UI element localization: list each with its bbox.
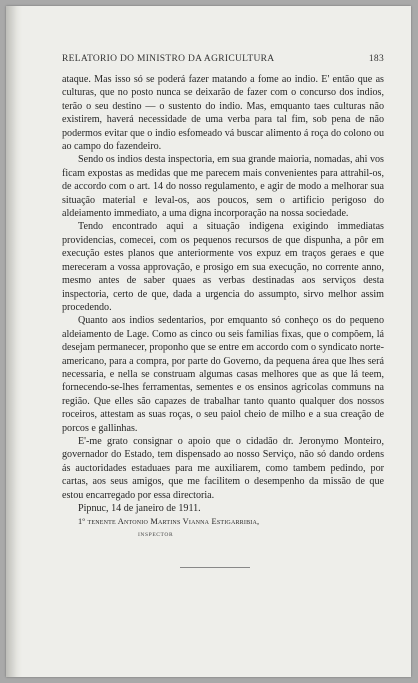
- header-title: RELATORIO DO MINISTRO DA AGRICULTURA: [62, 54, 275, 64]
- paragraph-nomadic-indians: Sendo os indios desta inspectoria, em sua grande maioria, nomadas, ahi vos ficam expostas as medidas que me parecem mais convenientes para attrahil-os, de accordo com o art. 14 do nosso regulamento, e agir de modo a melhorar sua situação material e leval-os, aos poucos, sem o artificio perigoso do aldeiamento immediato, a uma digna incorporação na nossa sociedade.: [62, 154, 384, 220]
- paragraph-sedentary-indians: Quanto aos indios sedentarios, por emquanto só conheço os do pequeno aldeiamento de Lage. Como as cinco ou seis familias fixas, que o compõem, lá desejam permanecer, proponho que se entre em accordo com o syndicato norte-americano, para a compra, por parte do Governo, da pequena área que lhes será necessaria, e nella se construam algumas casas melhores que as que lá teem, fornecendo-se-lhes ferramentas, sementes e os ensinos agricolas communs na região. Que elles são capazes de trabalhar tanto quanto qualquer dos nossos roceiros, attestam as suas roças, o seu paiol cheio de milho e a sua creação de porcos e gallinhas.: [62, 315, 384, 434]
- signature: 1º tenente Antonio Martins Vianna Estigarribia,: [78, 517, 260, 527]
- paragraph-immediate-measures: Tendo encontrado aqui a situação indigena exigindo immediatas providencias, comecei, com os pequenos recursos de que dispunha, a pôr em execução estes planos que anteriormente vos expuz em traços geraes e que mereceram a vossa approvação, e prosigo em sua execução, no corrente anno, mesmo antes de saber quaes as verbas destinadas aos serviços desta inspectoria, certo de que, dada a urgencia do assumpto, sirvo melhor assim procedendo.: [62, 221, 384, 313]
- closing-rule: [180, 567, 250, 568]
- paragraph-continuation: ataque. Mas isso só se poderá fazer matando a fome ao indio. E' então que as culturas, que no posto nunca se deixarão de fazer com o concurso dos indios, terão o seu destino — o sustento do indio. Mas, emquanto taes culturas não existirem, haverá necessidade de uma verba para tal fim, sob pena de não podermos evitar que o indio esfomeado vá buscar alimento á roça do colono ou ao campo do fazendeiro.: [62, 74, 384, 153]
- running-header: [62, 54, 384, 64]
- binding-shadow: [6, 6, 22, 677]
- page-number: 183: [368, 54, 384, 64]
- dateline: Pipnuc, 14 de janeiro de 1911.: [78, 503, 201, 514]
- paragraph-acknowledgement: E'-me grato consignar o apoio que o cidadão dr. Jeronymo Monteiro, governador do Estado, tem dispensado ao nosso Serviço, não só dando ordens ás auctoridades estaduaes para me auxiliarem, como tambem pedindo, por cartas, aos seus amigos, que me facilitem o desempenho da missão de que estou encarregado por essa directoria.: [62, 435, 384, 501]
- signatory-role: INSPECTOR: [138, 531, 174, 538]
- report-body: [62, 73, 384, 568]
- document-page: [6, 6, 411, 677]
